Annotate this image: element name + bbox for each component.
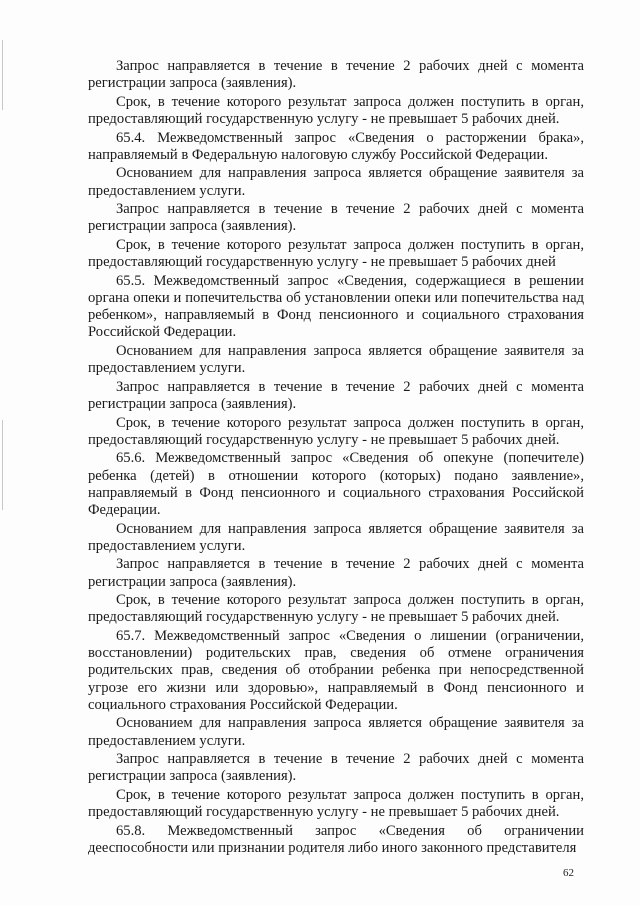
paragraph: Срок, в течение которого результат запроса должен поступить в орган, предоставляющий государственную услугу - не превышает 5 рабочих дней. — [88, 786, 584, 821]
paragraph: Основанием для направления запроса является обращение заявителя за предоставлением услуги. — [88, 715, 584, 749]
paragraph: 65.5. Межведомственный запрос «Сведения, содержащиеся в решении органа опеки и попечительства об установлении опеки или попечительства над ребенком», направляемый в Фонд пенсионного и социального страхования Российской Федерации. — [88, 272, 584, 341]
paragraph: 65.4. Межведомственный запрос «Сведения о расторжении брака», направляемый в Федеральную налоговую службу Российской Федерации. — [88, 129, 584, 163]
paragraph: Срок, в течение которого результат запроса должен поступить в орган, предоставляющий государственную услугу - не превышает 5 рабочих дней. — [88, 93, 584, 127]
paragraph: 65.6. Межведомственный запрос «Сведения об опекуне (попечителе) ребенка (детей) в отношении которого (которых) подано заявление», направляемый в Фонд пенсионного и социального страхования Российской Федерации. — [88, 450, 584, 518]
paragraph: Основанием для направления запроса является обращение заявителя за предоставлением услуги. — [88, 165, 584, 199]
paragraph: Основанием для направления запроса является обращение заявителя за предоставлением услуги. — [88, 342, 584, 377]
paragraph: Срок, в течение которого результат запроса должен поступить в орган, предоставляющий государственную услугу - не превышает 5 рабочих дней — [88, 236, 584, 271]
paragraph: Запрос направляется в течение в течение 2 рабочих дней с момента регистрации запроса (заявления). — [88, 58, 584, 92]
paragraph: Запрос направляется в течение в течение 2 рабочих дней с момента регистрации запроса (заявления). — [88, 201, 584, 235]
paragraph: Срок, в течение которого результат запроса должен поступить в орган, предоставляющий государственную услугу - не превышает 5 рабочих дней. — [88, 592, 584, 626]
page-number: 62 — [563, 867, 574, 879]
paragraph: Запрос направляется в течение в течение 2 рабочих дней с момента регистрации запроса (заявления). — [88, 378, 584, 412]
paragraph: Запрос направляется в течение в течение 2 рабочих дней с момента регистрации запроса (заявления). — [88, 751, 584, 785]
scan-edge-mark — [2, 40, 3, 110]
paragraph: 65.8. Межведомственный запрос «Сведения об ограничении дееспособности или признании родителя либо иного законного представителя — [88, 822, 584, 856]
paragraph: 65.7. Межведомственный запрос «Сведения о лишении (ограничении, восстановлении) родительских прав, сведения об отмене ограничения родительских прав, сведения об отобрании ребенка при непосредственной угрозе его жизни или здоровью», направляемый в Фонд пенсионного и социального страхования Российской Федерации. — [88, 627, 584, 713]
scan-edge-mark — [2, 420, 3, 510]
document-body — [88, 58, 584, 859]
paragraph: Срок, в течение которого результат запроса должен поступить в орган, предоставляющий государственную услугу - не превышает 5 рабочих дней. — [88, 414, 584, 448]
paragraph: Запрос направляется в течение в течение 2 рабочих дней с момента регистрации запроса (заявления). — [88, 556, 584, 590]
paragraph: Основанием для направления запроса является обращение заявителя за предоставлением услуги. — [88, 520, 584, 554]
